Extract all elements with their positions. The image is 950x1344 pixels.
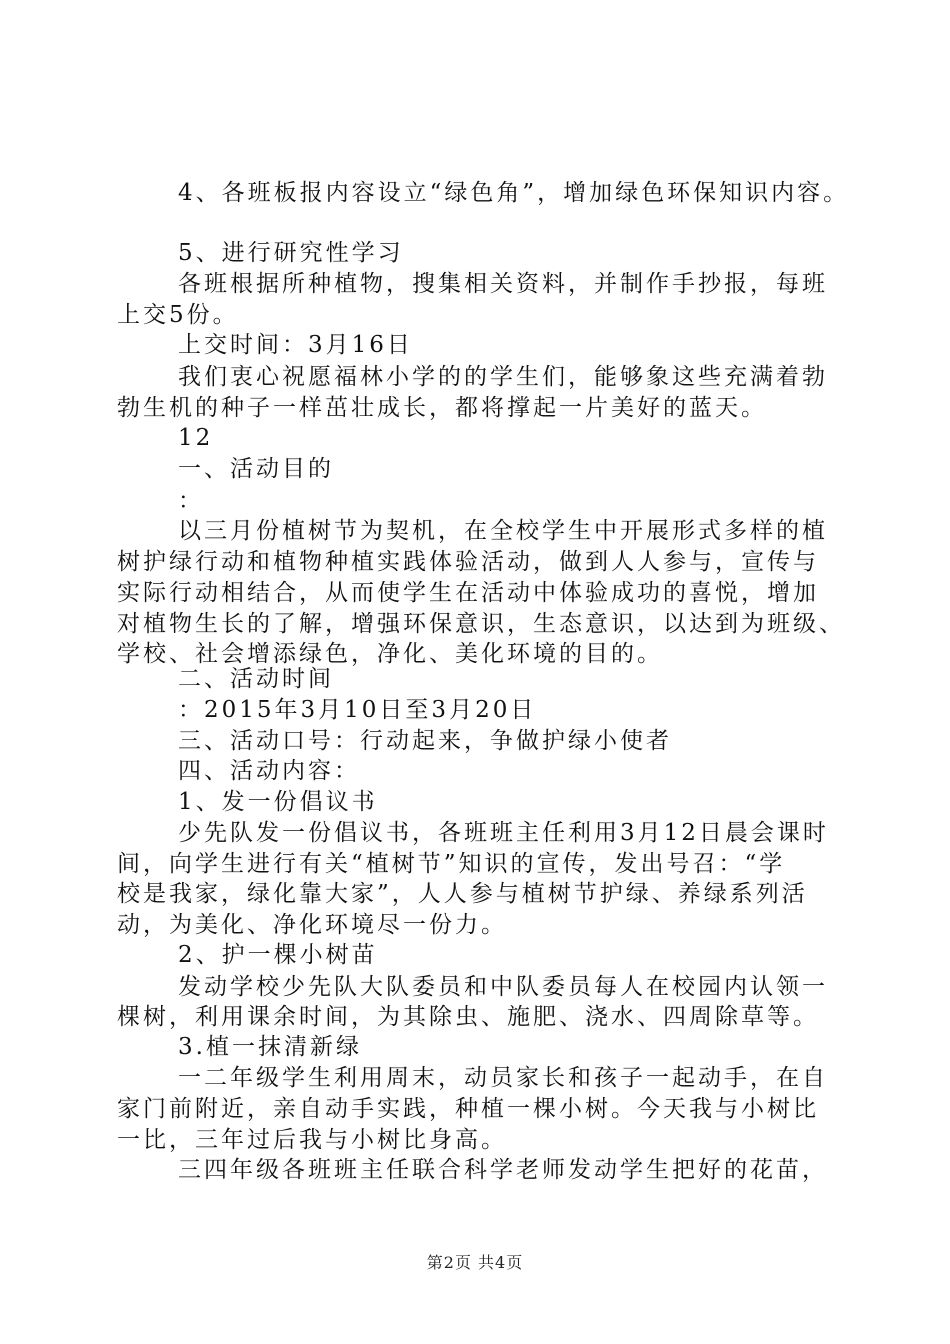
text-line: 4、各班板报内容设立“绿色角”，增加绿色环保知识内容。 [178,180,850,206]
text-line: 上交5份。 [117,302,239,328]
page-number-footer: 第2页 共4页 [426,1253,524,1272]
text-line: ：2015年3月10日至3月20日 [178,697,537,723]
text-line: 家门前附近，亲自动手实践，种植一棵小树。今天我与小树比 [117,1096,819,1122]
text-line: 一二年级学生利用周末，动员家长和孩子一起动手，在自 [178,1065,828,1091]
text-line: 对植物生长的了解，增强环保意识，生态意识，以达到为班级、 [117,611,845,637]
section-heading: 四、活动内容： [178,758,360,784]
text-line: 动，为美化、净化环境尽一份力。 [117,912,507,938]
text-line: 勃生机的种子一样茁壮成长，都将撑起一片美好的蓝天。 [117,395,767,421]
text-line: 我们衷心祝愿福林小学的的学生们，能够象这些充满着勃 [178,364,828,390]
text-line: 12 [178,425,214,451]
text-line: 少先队发一份倡议书，各班班主任利用3月12日晨会课时 [178,820,829,846]
text-line: 实际行动相结合，从而使学生在活动中体验成功的喜悦，增加 [117,580,819,606]
text-line: 间，向学生进行有关“植树节”知识的宣传，发出号召：“学 [117,851,786,877]
text-line: ： [178,488,204,514]
text-line: 树护绿行动和植物种植实践体验活动，做到人人参与，宣传与 [117,549,819,575]
text-line: 发动学校少先队大队委员和中队委员每人在校园内认领一 [178,974,828,1000]
section-heading: 二、活动时间 [178,666,334,692]
text-line: 一比，三年过后我与小树比身高。 [117,1127,507,1153]
section-heading: 一、活动目的 [178,456,334,482]
sub-heading: 1、发一份倡议书 [178,789,378,815]
text-line: 学校、社会增添绿色，净化、美化环境的目的。 [117,641,663,667]
sub-heading: 3.植一抹清新绿 [178,1034,362,1060]
text-line: 棵树，利用课余时间，为其除虫、施肥、浇水、四周除草等。 [117,1004,819,1030]
text-line: 5、进行研究性学习 [178,240,404,266]
text-line: 三四年级各班班主任联合科学老师发动学生把好的花苗， [178,1157,828,1183]
text-line: 各班根据所种植物，搜集相关资料，并制作手抄报，每班 [178,271,828,297]
section-heading: 三、活动口号：行动起来，争做护绿小使者 [178,728,672,754]
text-line: 以三月份植树节为契机，在全校学生中开展形式多样的植 [178,518,828,544]
text-line: 上交时间：3月16日 [178,332,413,358]
text-line: 校是我家，绿化靠大家”，人人参与植树节护绿、养绿系列活 [117,881,808,907]
sub-heading: 2、护一棵小树苗 [178,942,378,968]
